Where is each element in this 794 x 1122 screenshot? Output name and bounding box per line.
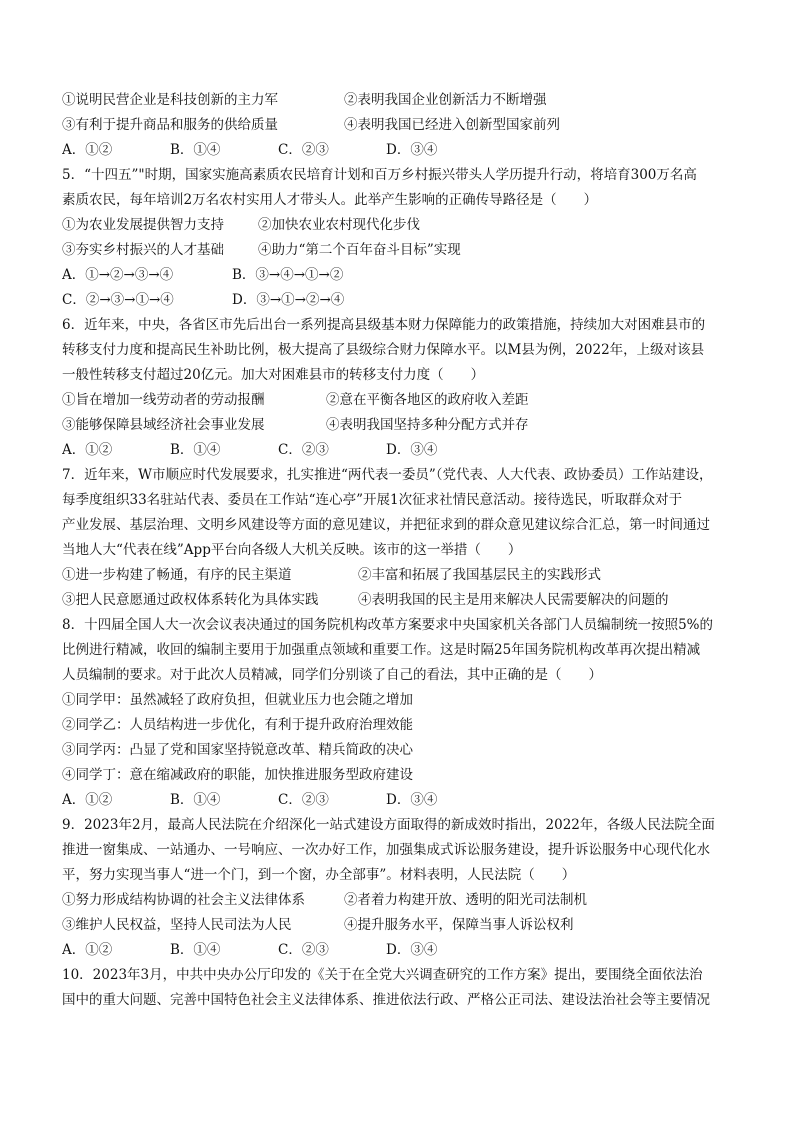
q9-choice-c: C．②③ [278,942,329,958]
q4-statement-4: ④表明我国已经进入创新型国家前列 [344,117,560,133]
q6-statement-2: ②意在平衡各地区的政府收入差距 [326,392,529,408]
q10-stem-line-2: 国中的重大问题、完善中国特色社会主义法律体系、推进依法行政、严格公正司法、建设法治社会等主要情况 [62,992,710,1008]
q8-statement-1: ①同学甲：虽然减轻了政府负担，但就业压力也会随之增加 [62,692,413,708]
q9-choices [62,938,734,963]
q7-stem-line-2: 每季度组织33名驻站代表、委员在工作站“连心亭”开展1次征求社情民意活动。接待选民，听取群众对于 [62,492,683,508]
q5-statement-4: ④助力“第二个百年奋斗目标”实现 [258,242,461,258]
q5-choice-c: C．②→③→①→④ [62,292,174,308]
q9-stem-line-2: 推进一窗集成、一站通办、一号响应、一次办好工作，加强集成式诉讼服务建设，提升诉讼服务中心现代化水 [62,842,710,858]
q8-statement-4: ④同学丁：意在缩减政府的职能，加快推进服务型政府建设 [62,767,413,783]
q6-statements-row-2 [62,413,734,438]
q7-statement-4: ④表明我国的民主是用来解决人民需要解决的问题的 [358,592,669,608]
q8-choice-a: A．①② [62,792,113,808]
q5-choices-row-1 [62,263,734,288]
q9-statement-2: ②者着力构建开放、透明的阳光司法制机 [344,892,587,908]
q5-statement-1: ①为农业发展提供智力支持 [62,217,224,233]
q5-statement-2: ②加快农业农村现代化步伐 [258,217,420,233]
q4-choice-a: A．①② [62,142,113,158]
q6-statement-1: ①旨在增加一线劳动者的劳动报酬 [62,392,265,408]
q5-choices-row-2 [62,288,734,313]
q4-statement-2: ②表明我国企业创新活力不断增强 [344,92,547,108]
q5-stem-line-1: 5．“十四五”"时期，国家实施高素质农民培育计划和百万乡村振兴带头人学历提升行动，将培育300万名高 [62,167,697,183]
q9-statements-row-2 [62,913,734,938]
q6-statement-4: ④表明我国坚持多种分配方式并存 [326,417,529,433]
q4-choice-d: D．③④ [386,142,438,158]
q7-statements-row-2 [62,588,734,613]
q4-choice-b: B．①④ [170,142,221,158]
q8-stem-line-2: 比例进行精减，收回的编制主要用于加强重点领域和重要工作。这是时隔25年国务院机构改革再次提出精减 [62,642,701,658]
q7-statement-3: ③把人民意愿通过政权体系转化为具体实践 [62,592,319,608]
q5-statements-row-2 [62,238,734,263]
q5-statement-3: ③夯实乡村振兴的人才基础 [62,242,224,258]
q8-statement-3: ③同学丙：凸显了党和国家坚持锐意改革、精兵简政的决心 [62,742,413,758]
q6-statement-3: ③能够保障县域经济社会事业发展 [62,417,265,433]
q4-statements-row-2 [62,113,734,138]
q8-choices [62,788,734,813]
q8-choice-c: C．②③ [278,792,329,808]
q9-choice-d: D．③④ [386,942,438,958]
q4-choices [62,138,734,163]
q6-choice-a: A．①② [62,442,113,458]
q8-statement-2: ②同学乙：人员结构进一步优化，有利于提升政府治理效能 [62,717,413,733]
q5-choice-a: A．①→②→③→④ [62,267,174,283]
q9-statement-4: ④提升服务水平，保障当事人诉讼权利 [344,917,574,933]
q5-stem-line-2: 素质农民，每年培训2万名农村实用人才带头人。此举产生影响的正确传导路径是（ ） [62,192,598,208]
q8-choice-d: D．③④ [386,792,438,808]
q9-statement-1: ①努力形成结构协调的社会主义法律体系 [62,892,305,908]
q6-choices [62,438,734,463]
q4-choice-c: C．②③ [278,142,329,158]
q5-choice-b: B．③→④→①→② [232,267,344,283]
q7-statement-1: ①进一步构建了畅通，有序的民主渠道 [62,567,292,583]
q8-stem-line-1: 8．十四届全国人大一次会议表决通过的国务院机构改革方案要求中央国家机关各部门人员编制统一按照5%的 [62,617,714,633]
q9-stem-line-3: 平，努力实现当事人“进一个门，到一个窗，办全部事”。材料表明，人民法院（ ） [62,867,576,883]
q7-statements-row-1 [62,563,734,588]
q6-choice-b: B．①④ [170,442,221,458]
q8-choice-b: B．①④ [170,792,221,808]
q7-stem-line-1: 7．近年来，W市顺应时代发展要求，扎实推进“两代表一委员”（党代表、人大代表、政协委员）工作站建设， [62,467,713,483]
q6-choice-d: D．③④ [386,442,438,458]
q6-stem-line-2: 转移支付力度和提高民生补助比例，极大提高了县级综合财力保障水平。以M县为例，2022年，上级对该县 [62,342,705,358]
q6-stem-line-3: 一般性转移支付超过20亿元。加大对困难县市的转移支付力度（ ） [62,367,485,383]
q6-statements-row-1 [62,388,734,413]
q5-statements-row-1 [62,213,734,238]
q9-statements-row-1 [62,888,734,913]
q6-stem-line-1: 6．近年来，中央，各省区市先后出台一系列提高县级基本财力保障能力的政策措施，持续加大对困难县市的 [62,317,706,333]
q9-choice-a: A．①② [62,942,113,958]
q9-stem-line-1: 9．2023年2月，最高人民法院在介绍深化一站式建设方面取得的新成效时指出，2022年，各级人民法院全面 [62,817,715,833]
q4-statement-3: ③有利于提升商品和服务的供给质量 [62,117,278,133]
q7-statement-2: ②丰富和拓展了我国基层民主的实践形式 [358,567,601,583]
q6-choice-c: C．②③ [278,442,329,458]
exam-page [62,88,734,1013]
q10-stem-line-1: 10．2023年3月，中共中央办公厅印发的《关于在全党大兴调查研究的工作方案》提出，要围绕全面依法治 [62,967,703,983]
q7-stem-line-3: 产业发展、基层治理、文明乡风建设等方面的意见建议，并把征求到的群众意见建议综合汇总，第一时间通过 [62,517,710,533]
q9-choice-b: B．①④ [170,942,221,958]
q4-statements-row-1 [62,88,734,113]
q4-statement-1: ①说明民营企业是科技创新的主力军 [62,92,278,108]
q7-stem-line-4: 当地人大“代表在线”App平台向各级人大机关反映。该市的这一举措（ ） [62,542,522,558]
q9-statement-3: ③维护人民权益，坚持人民司法为人民 [62,917,292,933]
q8-stem-line-3: 人员编制的要求。对于此次人员精减，同学们分别谈了自己的看法，其中正确的是（ ） [62,667,602,683]
q5-choice-d: D．③→①→②→④ [232,292,345,308]
